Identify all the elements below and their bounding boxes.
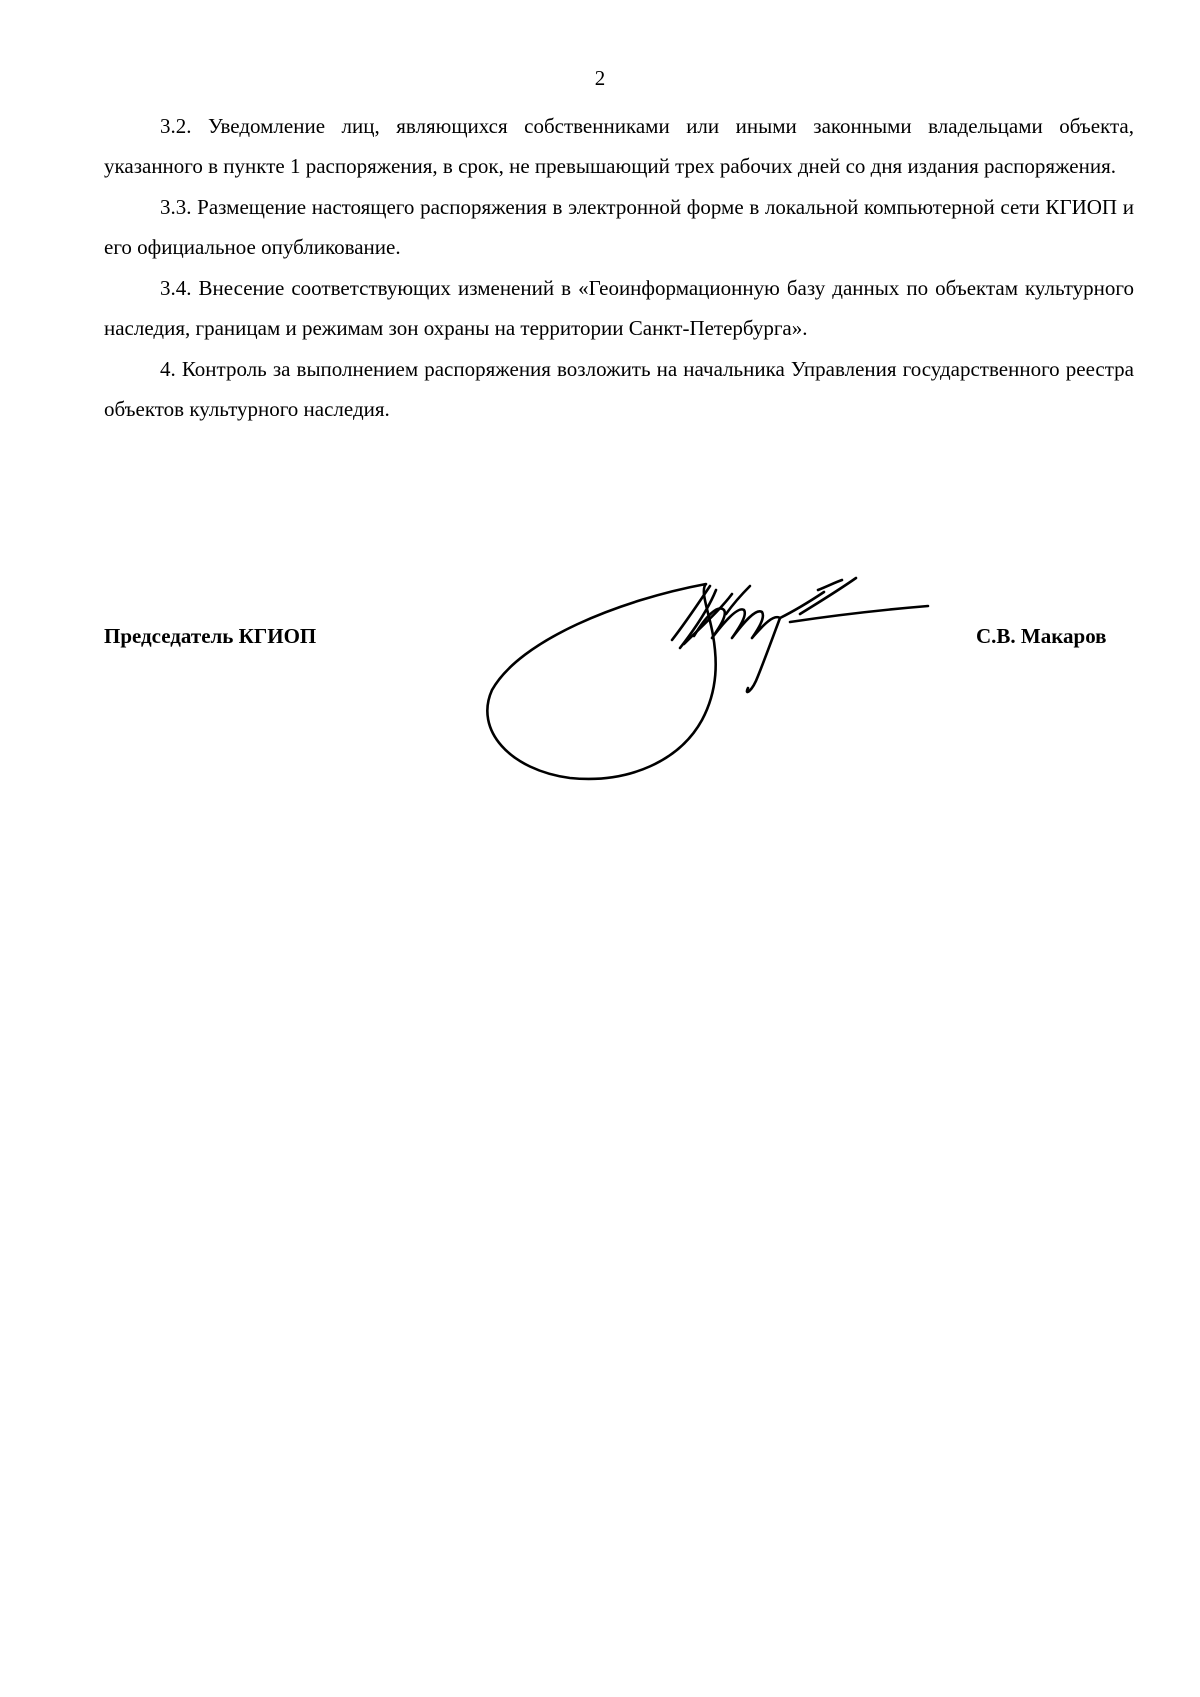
paragraph-3-4: 3.4. Внесение соответствующих изменений в «Геоинформационную базу данных по объектам культурного наследия, границам и режимам зон охраны на территории Санкт-Петербурга». bbox=[104, 276, 1134, 340]
paragraph-3-2: 3.2. Уведомление лиц, являющихся собственниками или иными законными владельцами объекта, указанного в пункте 1 распоряжения, в срок, не превышающий трех рабочих дней со дня издания распоряжения. bbox=[104, 114, 1134, 178]
paragraph-4: 4. Контроль за выполнением распоряжения возложить на начальника Управления государственного реестра объектов культурного наследия. bbox=[104, 357, 1134, 421]
page-number: 2 bbox=[594, 66, 606, 90]
signer-title: Председатель КГИОП bbox=[104, 624, 317, 648]
paragraph-3-3: 3.3. Размещение настоящего распоряжения в электронной форме в локальной компьютерной сети КГИОП и его официальное опубликование. bbox=[104, 195, 1134, 259]
handwritten-signature bbox=[480, 570, 980, 790]
signer-name: С.В. Макаров bbox=[976, 624, 1107, 648]
